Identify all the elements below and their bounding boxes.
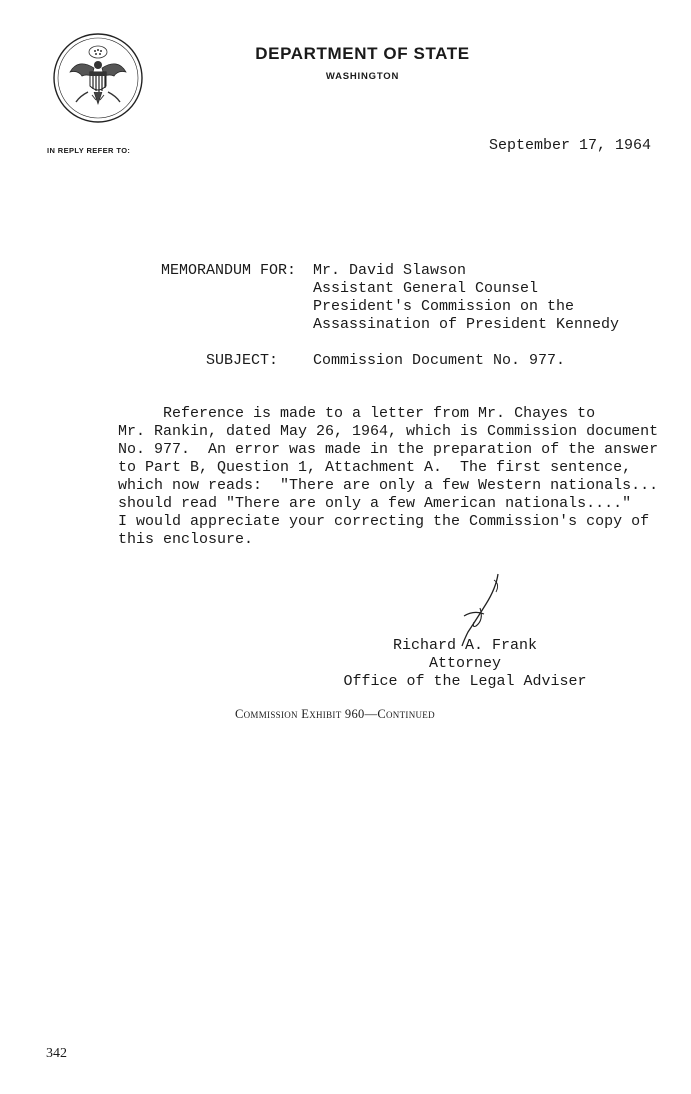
page-number: 342	[46, 1046, 67, 1061]
signature-block	[340, 637, 590, 691]
memo-recipient-line: Mr. David Slawson	[313, 262, 467, 279]
memo-recipient	[313, 262, 619, 334]
memo-recipient-line: Assassination of President Kennedy	[313, 316, 620, 333]
body-line: which now reads: "There are only a few Western nationals...	[118, 477, 659, 494]
body-line: I would appreciate your correcting the Commission's copy of	[118, 513, 650, 530]
signer-name: Richard A. Frank	[392, 637, 538, 654]
department-name: DEPARTMENT OF STATE	[255, 44, 470, 63]
subject-value: Commission Document No. 977.	[313, 352, 566, 369]
exhibit-caption	[235, 707, 435, 722]
signer-office: Office of the Legal Adviser	[343, 673, 587, 690]
letter-body	[118, 405, 658, 549]
reply-refer-label: IN REPLY REFER TO:	[47, 146, 131, 155]
body-line: this enclosure.	[118, 531, 254, 548]
subject-label: SUBJECT:	[206, 352, 279, 369]
body-line: No. 977. An error was made in the preparation of the answer	[118, 441, 659, 458]
body-line: should read "There are only a few American nationals...."	[118, 495, 632, 512]
body-line: Mr. Rankin, dated May 26, 1964, which is Commission document	[118, 423, 659, 440]
memo-recipient-line: Assistant General Counsel	[313, 280, 539, 297]
exhibit-caption-text: Commission Exhibit 960—Continued	[235, 707, 435, 721]
body-line: Reference is made to a letter from Mr. Chayes to	[118, 405, 596, 422]
letter-date: September 17, 1964	[489, 137, 652, 154]
memo-for-label: MEMORANDUM FOR:	[161, 262, 297, 279]
body-line: to Part B, Question 1, Attachment A. The first sentence,	[118, 459, 632, 476]
department-city: WASHINGTON	[325, 71, 400, 82]
signer-title: Attorney	[428, 655, 501, 672]
memo-recipient-line: President's Commission on the	[313, 298, 575, 315]
